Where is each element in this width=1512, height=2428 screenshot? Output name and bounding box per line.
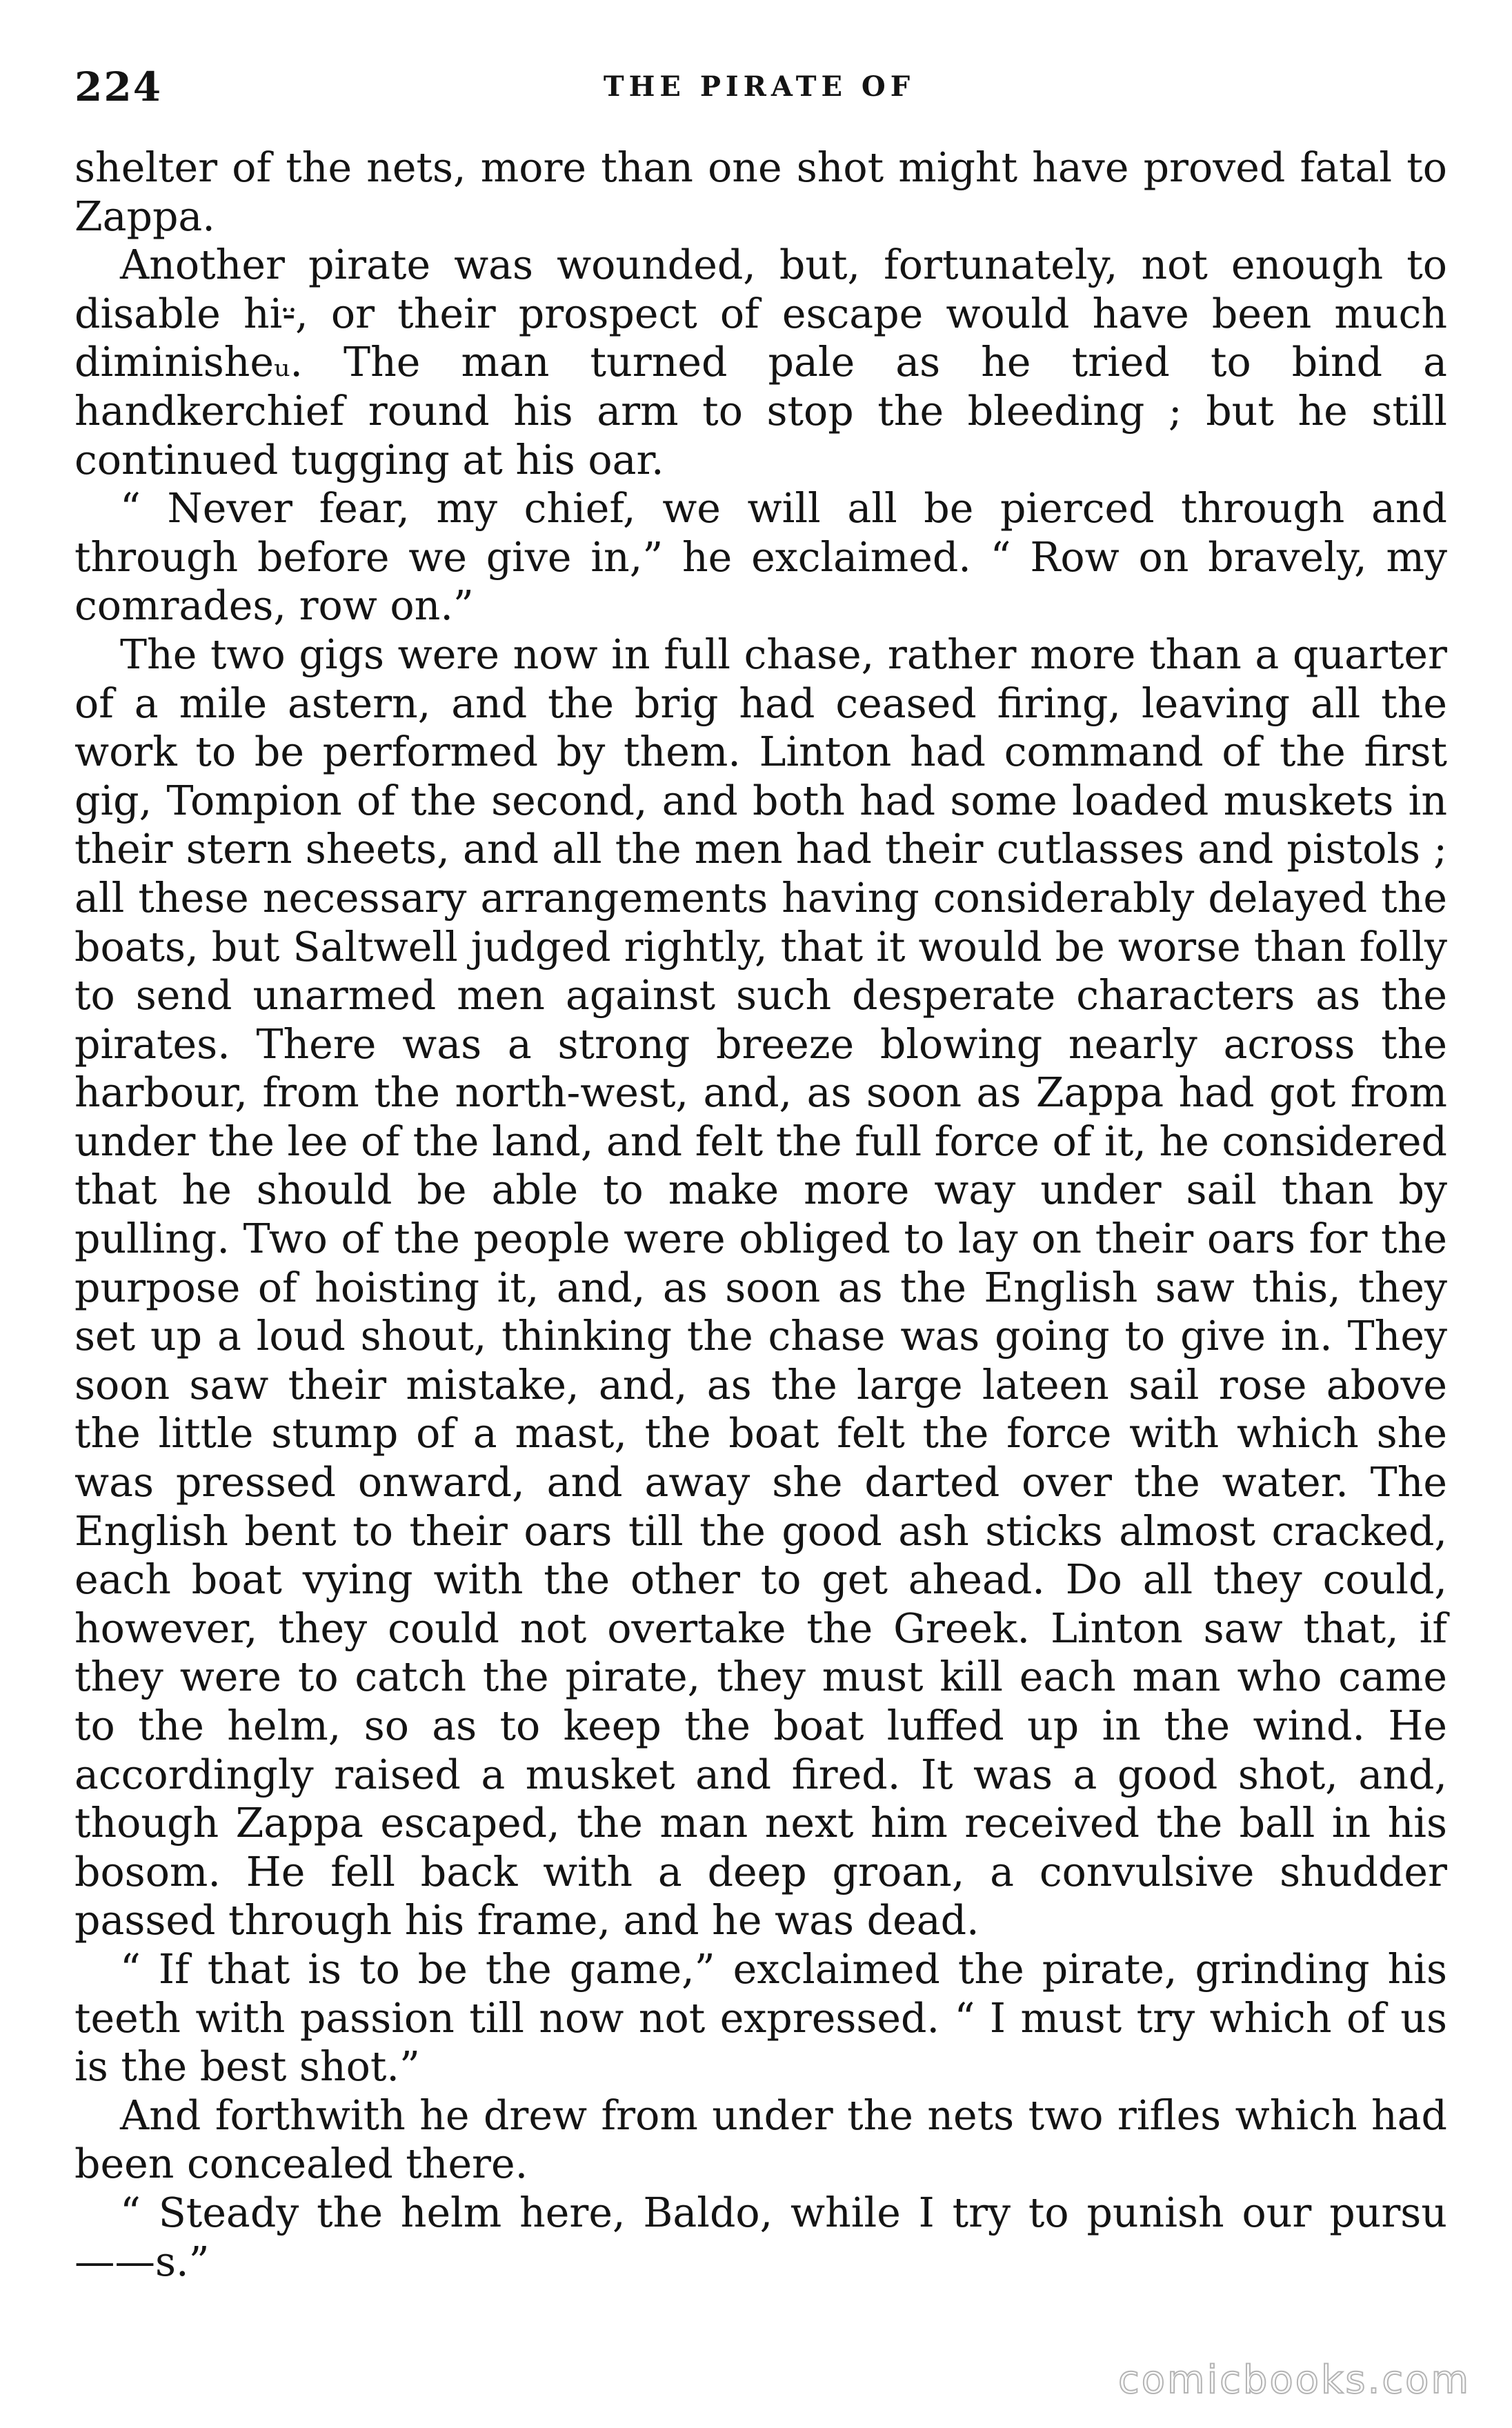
paragraph: shelter of the nets, more than one shot might have proved fatal to Zappa. bbox=[74, 144, 1447, 240]
paragraph: “ Never fear, my chief, we will all be pierced through and through before we give in,” he exclaimed. “ Row on bravely, my comrades, row on.” bbox=[74, 485, 1447, 630]
page-header bbox=[74, 63, 1444, 119]
watermark: comicbooks.com bbox=[1117, 2358, 1471, 2402]
paragraph: And forthwith he drew from under the nets two rifles which had been concealed there. bbox=[74, 2091, 1447, 2188]
body-text bbox=[74, 143, 1447, 2286]
page-number: 224 bbox=[74, 63, 163, 110]
running-head: THE PIRATE OF bbox=[603, 70, 915, 103]
paragraph: The two gigs were now in full chase, rather more than a quarter of a mile astern, and the brig had ceased firing, leaving all the work to be performed by them. Linton had command of the first gig, Tompion of the second, and both had some loaded muskets in their stern sheets, and all the men had their cutlasses and pistols ; all these necessary arrangements having considerably delayed the boats, but Saltwell judged rightly, that it would be worse than folly to send unarmed men against such desperate characters as the pirates. There was a strong breeze blowing nearly across the harbour, from the north-west, and, as soon as Zappa had got from under the lee of the land, and felt the full force of it, he considered that he should be able to make more way under sail than by pulling. Two of the people were obliged to lay on their oars for the purpose of hoisting it, and, as soon as the English saw this, they set up a loud shout, thinking the chase was going to give in. They soon saw their mistake, and, as the large lateen sail rose above the little stump of a mast, the boat felt the force with which she was pressed onward, and away she darted over the water. The English bent to their oars till the good ash sticks almost cracked, each boat vying with the other to get ahead. Do all they could, however, they could not overtake the Greek. Linton saw that, if they were to catch the pirate, they must kill each man who came to the helm, so as to keep the boat luffed up in the wind. He accordingly raised a musket and fired. It was a good shot, and, though Zappa escaped, the man next him received the ball in his bosom. He fell back with a deep groan, a convulsive shudder passed through his frame, and he was dead. bbox=[74, 630, 1447, 1944]
paragraph: Another pirate was wounded, but, fortunately, not enough to disable hi⸚, or their prospect of escape would have been much diminisheᵤ. The man turned pale as he tried to bind a handkerchief round his arm to stop the bleeding ; but he still continued tugging at his oar. bbox=[74, 241, 1447, 484]
paragraph: “ If that is to be the game,” exclaimed the pirate, grinding his teeth with passion till now not expressed. “ I must try which of us is the best shot.” bbox=[74, 1945, 1447, 2091]
paragraph: “ Steady the helm here, Baldo, while I try to punish our pursu——s.” bbox=[74, 2189, 1447, 2285]
